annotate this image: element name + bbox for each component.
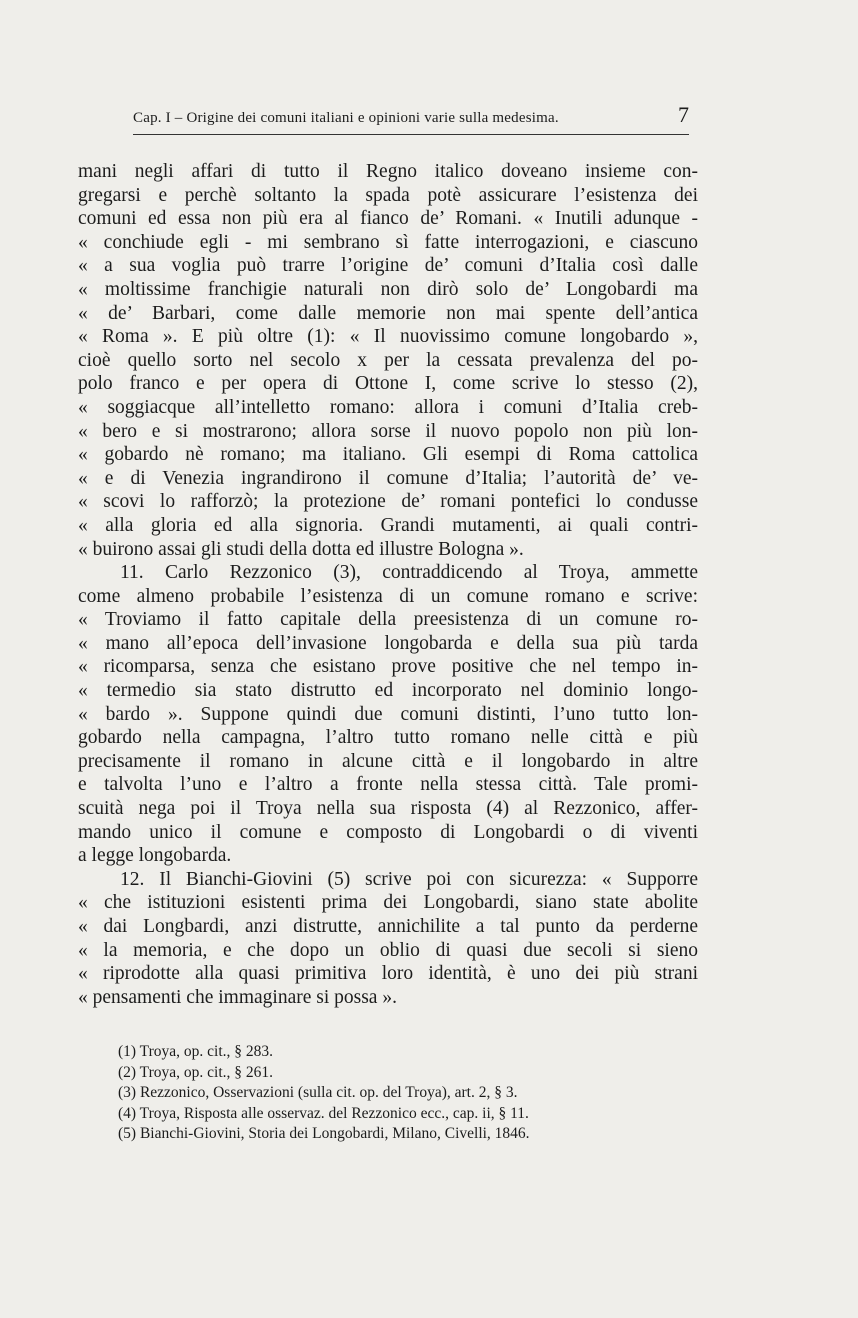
text-line: « buirono assai gli studi della dotta ed illustre Bologna ». bbox=[78, 538, 524, 560]
text-line: « conchiude egli - mi sembrano sì fatte interrogazioni, e ciascuno bbox=[78, 231, 698, 253]
text-line: come almeno probabile l’esistenza di un comune romano e scrive: bbox=[78, 585, 698, 607]
text-line: precisamente il romano in alcune città e il longobardo in altre bbox=[78, 750, 698, 772]
text-line: « riprodotte alla quasi primitiva loro identità, è uno dei più strani bbox=[78, 963, 698, 985]
text-line: gobardo nella campagna, l’altro tutto romano nelle città e più bbox=[78, 727, 698, 749]
text-line: « Troviamo il fatto capitale della preesistenza di un comune ro- bbox=[78, 609, 698, 631]
text-line: « moltissime franchigie naturali non dirò solo de’ Longobardi ma bbox=[78, 278, 698, 300]
text-line: « de’ Barbari, come dalle memorie non mai spente dell’antica bbox=[78, 302, 698, 324]
chapter-title: Cap. I – Origine dei comuni italiani e opinioni varie sulla medesima. bbox=[133, 110, 559, 126]
page-number: 7 bbox=[678, 102, 689, 127]
text-line: cioè quello sorto nel secolo x per la cessata prevalenza del po- bbox=[78, 349, 698, 371]
text-line: « alla gloria ed alla signoria. Grandi mutamenti, ai quali contri- bbox=[78, 514, 698, 536]
footnotes bbox=[118, 1042, 658, 1145]
footnote: (1) Troya, op. cit., § 283. bbox=[118, 1043, 273, 1060]
text-line: « la memoria, e che dopo un oblio di quasi due secoli si sieno bbox=[78, 939, 698, 961]
text-line: « bero e si mostrarono; allora sorse il nuovo popolo non più lon- bbox=[78, 420, 698, 442]
text-line: polo franco e per opera di Ottone I, come scrive lo stesso (2), bbox=[78, 373, 698, 395]
text-line: e talvolta l’uno e l’altro a fronte nella stessa città. Tale promi- bbox=[78, 774, 698, 796]
text-line: « e di Venezia ingrandirono il comune d’Italia; l’autorità de’ ve- bbox=[78, 467, 698, 489]
text-line: a legge longobarda. bbox=[78, 845, 232, 867]
text-line: « bardo ». Suppone quindi due comuni distinti, l’uno tutto lon- bbox=[78, 703, 698, 725]
body-text bbox=[78, 160, 698, 1009]
text-line: gregarsi e perchè soltanto la spada potè assicurare l’esistenza dei bbox=[78, 184, 698, 206]
footnote: (2) Troya, op. cit., § 261. bbox=[118, 1063, 273, 1081]
paragraph-12-start: 12. Il Bianchi-Giovini (5) scrive poi con sicurezza: « Supporre bbox=[120, 868, 698, 890]
text-line: « scovi lo rafforzò; la protezione de’ romani pontefici lo condusse bbox=[78, 491, 698, 513]
text-line: « gobardo nè romano; ma italiano. Gli esempi di Roma cattolica bbox=[78, 444, 698, 466]
text-line: scuità nega poi il Troya nella sua risposta (4) al Rezzonico, affer- bbox=[78, 798, 698, 820]
text-line: mani negli affari di tutto il Regno italico doveano insieme con- bbox=[78, 161, 698, 182]
footnote: (4) Troya, Risposta alle osservaz. del Rezzonico ecc., cap. ii, § 11. bbox=[118, 1104, 529, 1122]
footnote: (5) Bianchi-Giovini, Storia dei Longobardi, Milano, Civelli, 1846. bbox=[118, 1125, 530, 1143]
text-line: mando unico il comune e composto di Longobardi o di viventi bbox=[78, 821, 698, 843]
text-line: « termedio sia stato distrutto ed incorporato nel dominio longo- bbox=[78, 680, 698, 702]
text-line: « mano all’epoca dell’invasione longobarda e della sua più tarda bbox=[78, 632, 698, 654]
paragraph-11-start: 11. Carlo Rezzonico (3), contraddicendo al Troya, ammette bbox=[120, 562, 698, 584]
text-line: « pensamenti che immaginare si possa ». bbox=[78, 986, 397, 1008]
footnote: (3) Rezzonico, Osservazioni (sulla cit. op. del Troya), art. 2, § 3. bbox=[118, 1084, 518, 1102]
text-line: « a sua voglia può trarre l’origine de’ comuni d’Italia così dalle bbox=[78, 255, 698, 277]
text-line: comuni ed essa non più era al fianco de’ Romani. « Inutili adunque - bbox=[78, 208, 698, 230]
text-line: « dai Longbardi, anzi distrutte, annichilite a tal punto da perderne bbox=[78, 916, 698, 937]
running-header bbox=[133, 100, 689, 135]
text-line: « Roma ». E più oltre (1): « Il nuovissimo comune longobardo », bbox=[78, 326, 698, 348]
text-line: « che istituzioni esistenti prima dei Longobardi, siano state abolite bbox=[78, 892, 698, 914]
text-line: « ricomparsa, senza che esistano prove positive che nel tempo in- bbox=[78, 656, 698, 678]
text-line: « soggiacque all’intelletto romano: allora i comuni d’Italia creb- bbox=[78, 396, 698, 418]
